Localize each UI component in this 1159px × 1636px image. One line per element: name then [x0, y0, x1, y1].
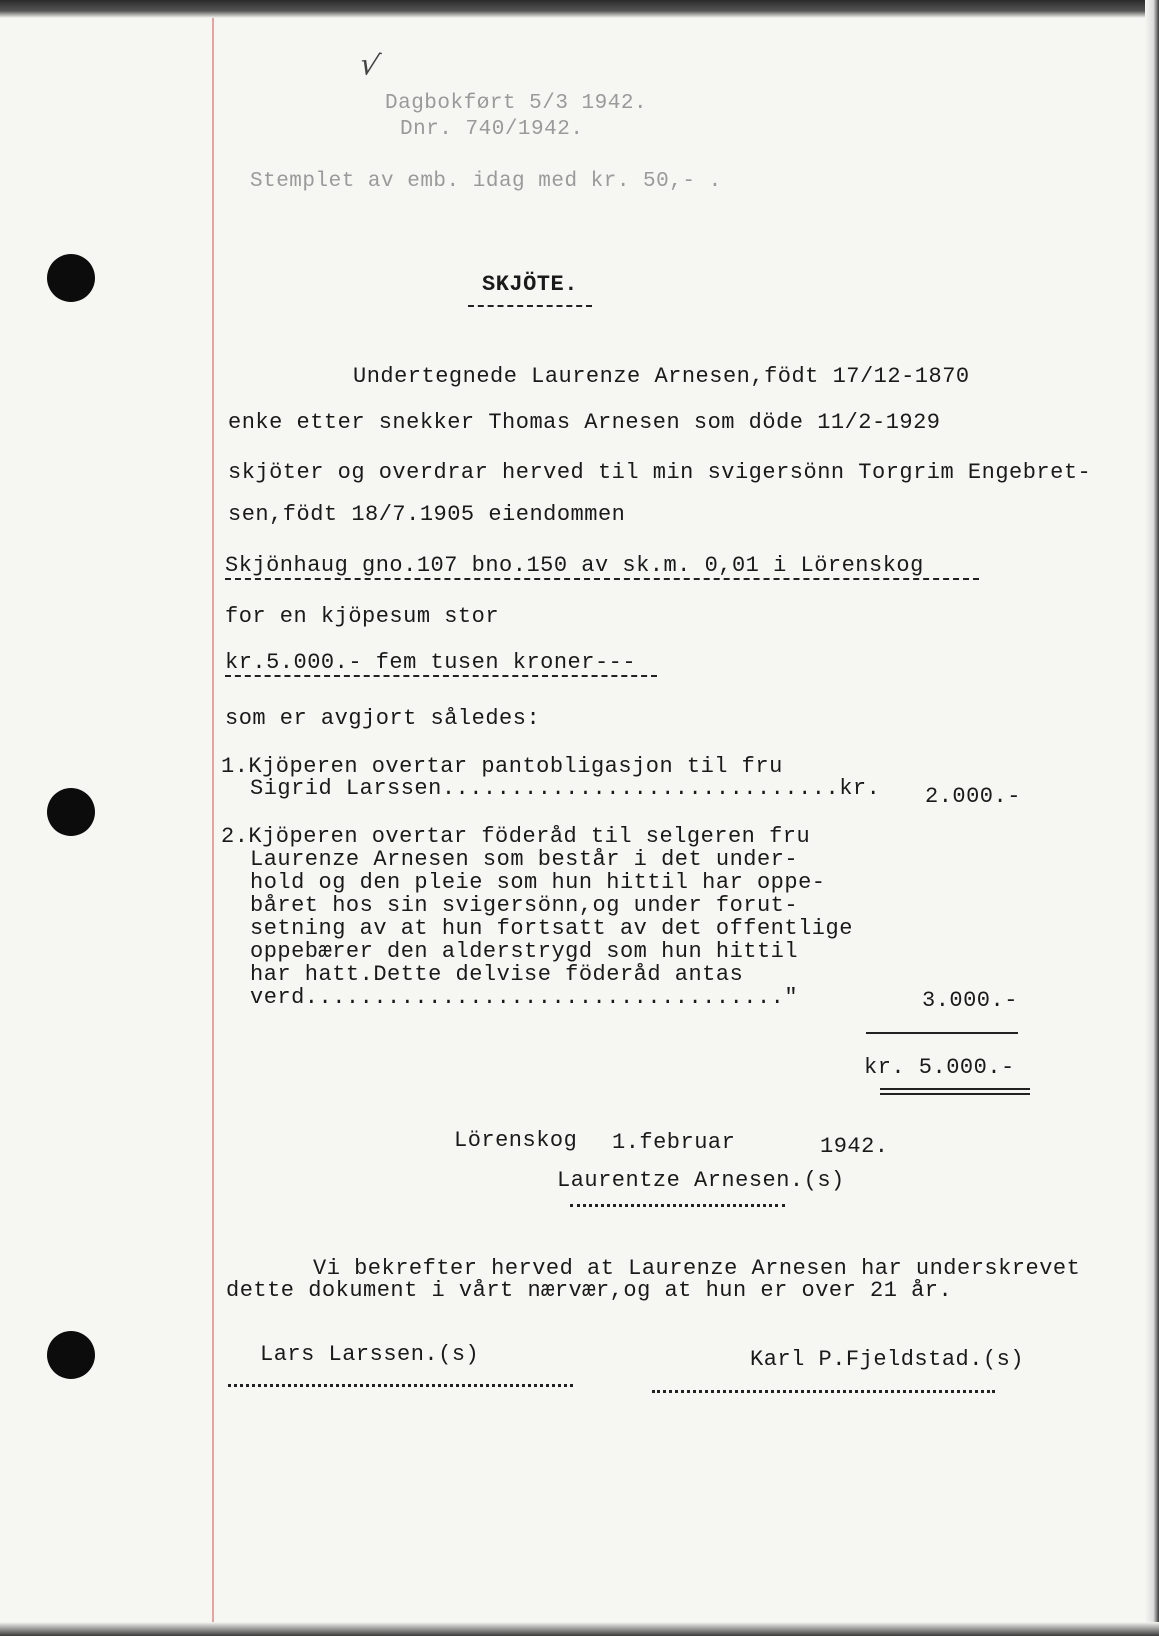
document-number: Dnr. 740/1942.	[400, 118, 584, 141]
body-line: skjöter og overdrar herved til min svigersönn Torgrim Engebret-	[228, 460, 1092, 485]
item-line: hold og den pleie som hun hittil har oppe-	[250, 870, 826, 895]
item-line: Sigrid Larssen.............................kr.	[250, 776, 881, 801]
checkmark-icon: √	[356, 46, 383, 85]
witness-statement: dette dokument i vårt nærvær,og at hun er over 21 år.	[226, 1278, 953, 1303]
signing-place: Lörenskog	[454, 1128, 578, 1153]
punch-hole-icon	[47, 788, 95, 836]
item-line: setning av at hun fortsatt av det offentlige	[250, 916, 853, 941]
signer-name: Laurentze Arnesen.(s)	[557, 1168, 845, 1193]
item-line: oppebærer den alderstrygd som hun hittil	[250, 939, 799, 964]
item-amount: 2.000.-	[925, 784, 1021, 809]
punch-hole-icon	[47, 1331, 95, 1379]
item-line: 1.Kjöperen overtar pantobligasjon til fru	[221, 754, 783, 779]
scan-top-edge	[0, 0, 1159, 18]
item-line: har hatt.Dette delvise föderåd antas	[250, 962, 744, 987]
stamp-note: Stemplet av emb. idag med kr. 50,- .	[250, 170, 722, 193]
witness-signature-line	[228, 1384, 573, 1387]
body-line: som er avgjort således:	[225, 706, 541, 731]
punch-hole-icon	[47, 254, 95, 302]
total-amount: kr. 5.000.-	[864, 1055, 1015, 1080]
price-underline	[225, 675, 657, 677]
witness-statement: Vi bekrefter herved at Laurenze Arnesen har underskrevet	[313, 1256, 1081, 1281]
property-description: Skjönhaug gno.107 bno.150 av sk.m. 0,01 i Lörenskog	[225, 553, 924, 578]
page-title: SKJÖTE.	[482, 272, 578, 297]
body-line: sen,födt 18/7.1905 eiendommen	[228, 502, 626, 527]
scan-bottom-edge	[0, 1622, 1159, 1636]
property-underline	[225, 578, 979, 580]
item-line: båret hos sin svigersönn,og under forut-	[250, 893, 799, 918]
signing-date: 1.februar	[612, 1130, 736, 1155]
item-line: Laurenze Arnesen som består i det under-	[250, 847, 799, 872]
signing-year: 1942.	[820, 1134, 889, 1159]
signature-line	[570, 1204, 785, 1207]
witness-name: Karl P.Fjeldstad.(s)	[750, 1347, 1025, 1372]
registered-date: Dagbokført 5/3 1942.	[385, 92, 648, 115]
scan-right-edge	[1145, 0, 1159, 1636]
body-line: for en kjöpesum stor	[225, 604, 500, 629]
sum-line	[866, 1032, 1018, 1034]
purchase-price: kr.5.000.- fem tusen kroner---	[225, 650, 637, 675]
margin-line	[212, 18, 214, 1622]
body-line: enke etter snekker Thomas Arnesen som döde 11/2-1929	[228, 410, 941, 435]
item-line: 2.Kjöperen overtar föderåd til selgeren fru	[221, 824, 811, 849]
witness-signature-line	[652, 1390, 995, 1393]
body-line: Undertegnede Laurenze Arnesen,födt 17/12-1870	[353, 364, 970, 389]
item-line: verd..................................."	[250, 985, 799, 1010]
item-amount: 3.000.-	[922, 988, 1018, 1013]
title-underline	[468, 305, 592, 307]
witness-name: Lars Larssen.(s)	[260, 1342, 480, 1367]
total-double-underline	[880, 1088, 1030, 1095]
